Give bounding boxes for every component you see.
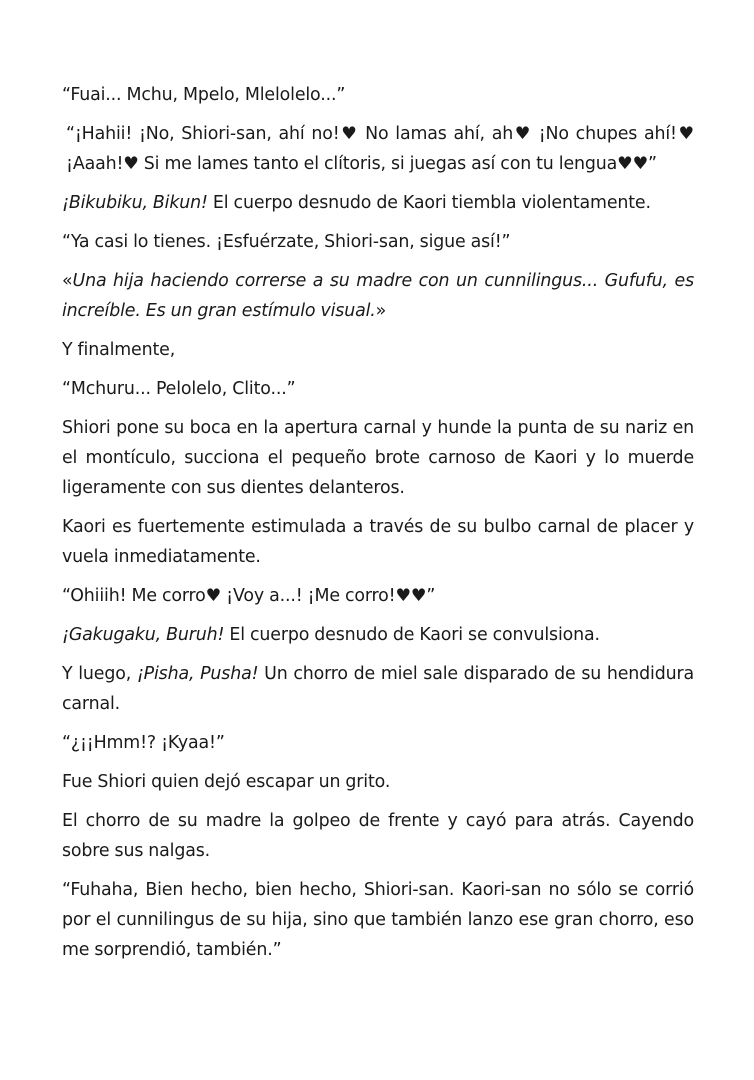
text-segment: Fue Shiori quien dejó escapar un grito. (62, 772, 391, 792)
text-segment: El cuerpo desnudo de Kaori tiembla violentamente. (207, 193, 651, 213)
paragraph-2 (62, 119, 694, 179)
text-segment: El chorro de su madre la golpeo de frente y cayó para atrás. Cayendo sobre sus nalgas. (62, 811, 694, 861)
paragraph-16 (62, 875, 694, 965)
text-segment: “Fuhaha, Bien hecho, bien hecho, Shiori-san. Kaori-san no sólo se corrió por el cunnilingus de su hija, sino que también lanzo ese gran chorro, eso me sorprendió, también.” (62, 880, 694, 960)
paragraph-10 (62, 581, 694, 611)
text-segment: “¿¡¡Hmm!? ¡Kyaa!” (62, 733, 225, 753)
onomatopoeia-text: ¡Gakugaku, Buruh! (62, 625, 225, 645)
text-segment: » (375, 301, 387, 321)
text-segment: Kaori es fuertemente estimulada a través de su bulbo carnal de placer y vuela inmediatamente. (62, 517, 694, 567)
text-segment: “Ya casi lo tienes. ¡Esfuérzate, Shiori-san, sigue así!” (62, 232, 511, 252)
text-segment: “Ohiiih! Me corro♥ ¡Voy a...! ¡Me corro!♥♥” (62, 586, 436, 606)
text-segment: Y luego, (62, 664, 137, 684)
text-segment: “Mchuru... Pelolelo, Clito...” (62, 379, 296, 399)
paragraph-7 (62, 374, 694, 404)
text-segment: “¡Hahii! ¡No, Shiori-san, ahí no!♥ No lamas ahí, ah♥ ¡No chupes ahí!♥ ¡Aaah!♥ Si me lames tanto el clítoris, si juegas así con tu lengua♥♥” (66, 124, 694, 174)
text-segment: « (62, 271, 73, 291)
onomatopoeia-text: ¡Pisha, Pusha! (136, 664, 259, 684)
paragraph-5 (62, 266, 694, 326)
paragraph-13 (62, 728, 694, 758)
paragraph-11 (62, 620, 694, 650)
paragraph-6 (62, 335, 694, 365)
paragraph-1 (62, 80, 694, 110)
paragraph-12 (62, 659, 694, 719)
text-segment: Y finalmente, (62, 340, 176, 360)
paragraph-9 (62, 512, 694, 572)
paragraph-3 (62, 188, 694, 218)
paragraph-8 (62, 413, 694, 503)
text-segment: El cuerpo desnudo de Kaori se convulsiona. (224, 625, 600, 645)
paragraph-4 (62, 227, 694, 257)
text-segment: Un chorro de miel sale disparado de su hendidura carnal. (62, 664, 695, 714)
thought-text: Una hija haciendo correrse a su madre con un cunnilingus... Gufufu, es increíble. Es un gran estímulo visual. (62, 271, 694, 321)
text-segment: “Fuai... Mchu, Mpelo, Mlelolelo...” (62, 85, 346, 105)
onomatopoeia-text: ¡Bikubiku, Bikun! (62, 193, 208, 213)
text-segment: Shiori pone su boca en la apertura carnal y hunde la punta de su nariz en el montículo, succiona el pequeño brote carnoso de Kaori y lo muerde ligeramente con sus dientes delanteros. (62, 418, 694, 498)
document-page (62, 80, 694, 974)
paragraph-14 (62, 767, 694, 797)
paragraph-15 (62, 806, 694, 866)
